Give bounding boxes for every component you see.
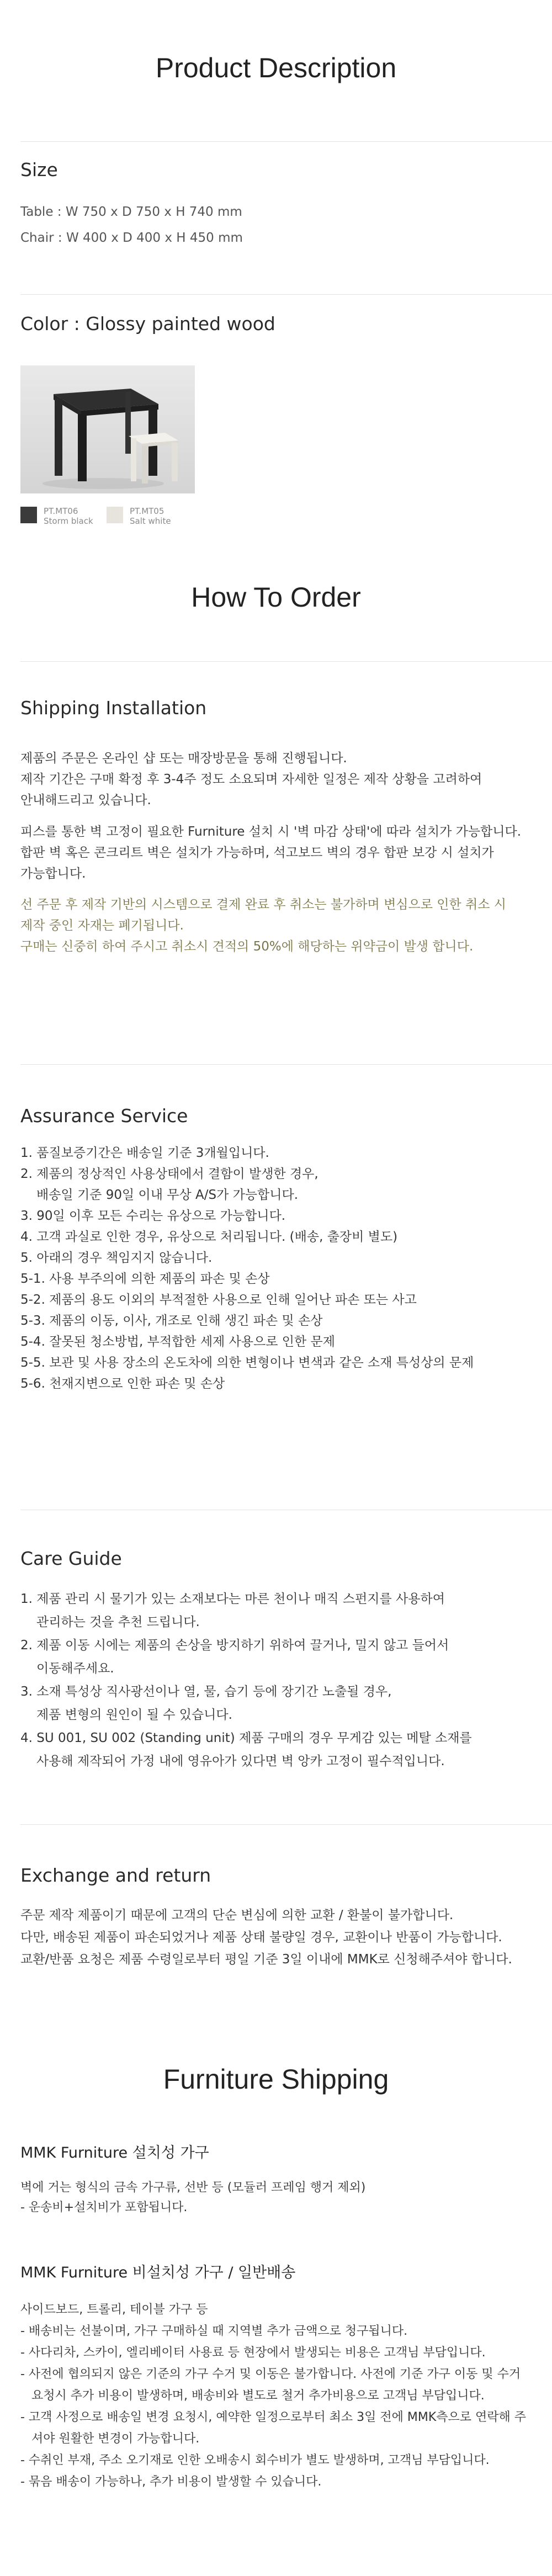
divider bbox=[20, 294, 552, 295]
exchange-text: 주문 제작 제품이기 때문에 고객의 단순 변심에 의한 교환 / 환불이 불가합니다. 다만, 배송된 제품이 파손되었거나 제품 상태 불량일 경우, 교환이나 반품이 가능합니다. 교환/반품 요청은 제품 수령일로부터 평일 기준 3일 이내에 MMK로 신청해주셔야 합니다. bbox=[20, 1908, 512, 1967]
color-swatch-salt-white bbox=[107, 507, 123, 523]
furniture-shipping-title: Furniture Shipping bbox=[163, 2064, 389, 2095]
swatch-name: Salt white bbox=[130, 516, 171, 526]
care-guide-heading: Care Guide bbox=[20, 1548, 122, 1569]
care-guide-list: 1. 제품 관리 시 물기가 있는 소재보다는 마른 천이나 매직 스펀지를 사용하여 관리하는 것을 추천 드립니다. 2. 제품 이동 시에는 제품의 손상을 방지하기 위하여 끌거나, 밀지 않고 들어서 이동해주세요. 3. 소재 특성상 직사광선이나 열, 물, 습기 등에 장기간 노출될 경우, 제품 변형의 원인이 될 수 있습니다. 4. SU 001, SU 002 (Standing unit) 제품 구매의 경우 무게감 있는 메탈 소재를 사용해 제작되어 가정 내에 영유아가 있다면 벽 앙카 고정이 필수적입니다. bbox=[20, 1592, 472, 1768]
shipping-para-wall: 피스를 통한 벽 고정이 필요한 Furniture 설치 시 '벽 마감 상태'에 따라 설치가 가능합니다. 합판 벽 혹은 콘크리트 벽은 설치가 가능하며, 석고보드 벽의 경우 합판 보강 시 설치가 가능합니다. bbox=[20, 825, 522, 881]
product-image bbox=[20, 365, 195, 493]
swatch-code: PT.MT05 bbox=[130, 506, 164, 516]
non-installed-furniture-text: 사이드보드, 트롤리, 테이블 가구 등 - 배송비는 선불이며, 가구 구매하실 때 지역별 추가 금액으로 청구됩니다. - 사다리차, 스카이, 엘리베이터 사용료 등 현장에서 발생되는 비용은 고객님 부담입니다. - 사전에 협의되지 않은 기준의 가구 수거 및 이동은 불가합니다. 사전에 기준 가구 이동 및 수거 요청시 추가 비용이 발생하며, 배송비와 별도로 철거 추가비용으로 고객님 부담입니다. - 고객 사정으로 배송일 변경 요청시, 예약한 일정으로부터 최소 3일 전에 MMK측으로 연락해 주 셔야 원활한 변경이 가능합니다. - 수취인 부재, 주소 오기재로 인한 오배송시 회수비가 별도 발생하며, 고객님 부담입니다. - 묶음 배송이 가능하나, 추가 비용이 발생할 수 있습니다. bbox=[20, 2303, 527, 2489]
size-heading: Size bbox=[20, 159, 58, 180]
how-to-order-title: How To Order bbox=[191, 582, 361, 613]
table-size: Table : W 750 x D 750 x H 740 mm bbox=[20, 205, 242, 219]
swatch-code: PT.MT06 bbox=[44, 506, 78, 516]
exchange-heading: Exchange and return bbox=[20, 1865, 211, 1886]
color-heading: Color : Glossy painted wood bbox=[20, 313, 275, 334]
assurance-list: 1. 품질보증기간은 배송일 기준 3개월입니다. 2. 제품의 정상적인 사용상태에서 결함이 발생한 경우, 배송일 기준 90일 이내 무상 A/S가 가능합니다. 3. 90일 이후 모든 수리는 유상으로 가능합니다. 4. 고객 과실로 인한 경우, 유상으로 처리됩니다. (배송, 출장비 별도) 5. 아래의 경우 책임지지 않습니다. 5-1. 사용 부주의에 의한 제품의 파손 및 손상 5-2. 제품의 용도 이외의 부적절한 사용으로 인해 일어난 파손 또는 사고 5-3. 제품의 이동, 이사, 개조로 인해 생긴 파손 및 손상 5-4. 잘못된 청소방법, 부적합한 세제 사용으로 인한 문제 5-5. 보관 및 사용 장소의 온도차에 의한 변형이나 변색과 같은 소재 특성상의 문제 5-6. 천재지변으로 인한 파손 및 손상 bbox=[20, 1146, 474, 1391]
chair-size: Chair : W 400 x D 400 x H 450 mm bbox=[20, 231, 243, 245]
color-swatch-storm-black bbox=[20, 507, 37, 523]
shipping-installation-heading: Shipping Installation bbox=[20, 697, 207, 719]
installed-furniture-text: 벽에 거는 형식의 금속 가구류, 선반 등 (모듈러 프레임 행거 제외) - 운송비+설치비가 포함됩니다. bbox=[20, 2181, 366, 2214]
installed-furniture-heading: MMK Furniture 설치성 가구 bbox=[20, 2144, 209, 2161]
divider bbox=[20, 1824, 552, 1825]
divider bbox=[20, 1064, 552, 1065]
divider bbox=[20, 661, 552, 662]
divider bbox=[20, 141, 552, 142]
product-description-title: Product Description bbox=[155, 52, 397, 83]
shipping-para-cancel: 선 주문 후 제작 기반의 시스템으로 결제 완료 후 취소는 불가하며 변심으로 인한 취소 시 제작 중인 자재는 폐기됩니다. 구매는 신중히 하여 주시고 취소시 견적의 50%에 해당하는 위약금이 발생 합니다. bbox=[20, 897, 506, 954]
shipping-para-order: 제품의 주문은 온라인 샵 또는 매장방문을 통해 진행됩니다. 제작 기간은 구매 확정 후 3-4주 정도 소요되며 자세한 일정은 제작 상황을 고려하여 안내해드리고 있습니다. bbox=[20, 751, 482, 808]
assurance-heading: Assurance Service bbox=[20, 1105, 188, 1127]
swatch-name: Storm black bbox=[44, 516, 93, 526]
non-installed-furniture-heading: MMK Furniture 비설치성 가구 / 일반배송 bbox=[20, 2264, 296, 2281]
